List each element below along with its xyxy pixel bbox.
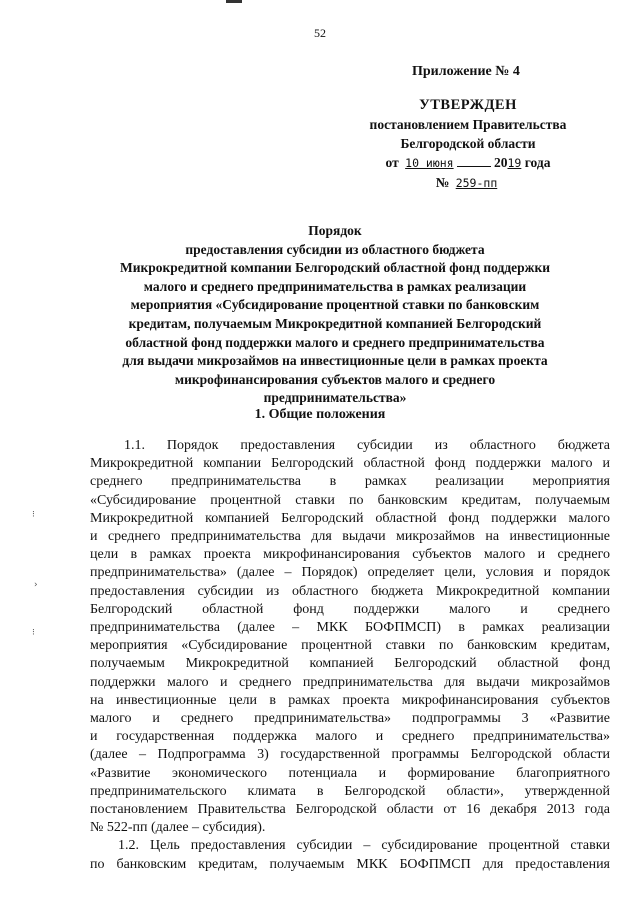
heading-line: микрофинансирования субъектов малого и среднего [174, 371, 496, 387]
body-line: и государственная поддержка малого и среднего предпринимательства» [90, 729, 610, 745]
body-line: (далее – Подпрограмма 3) государственной программы Белгородской области [90, 747, 610, 763]
page-number: 52 [314, 26, 326, 40]
body-line: 1.1. Порядок предоставления субсидии из областного бюджета [124, 438, 610, 453]
paragraph-1-1 [90, 437, 610, 837]
body-line: предпринимательства» (далее – Порядок) определяет цели, условия и порядок [90, 565, 610, 581]
heading-line: для выдачи микрозаймов на инвестиционные цели в рамках проекта [122, 353, 548, 369]
body-line: поддержки малого и среднего предпринимательства для выдачи микрозаймов [90, 674, 610, 690]
heading-line: малого и среднего предпринимательства в рамках реализации [143, 278, 527, 294]
date-blank-line [457, 155, 491, 167]
body-line: «Развитие экономического потенциала и формирование благоприятного [90, 765, 610, 781]
document-heading [70, 222, 600, 408]
date-day: 10 июня [405, 156, 454, 170]
number-prefix: № [435, 175, 450, 190]
approved-number-line [330, 173, 606, 193]
body-line: постановлением Правительства Белгородской области от 16 декабря 2013 года [90, 802, 610, 818]
heading-line: кредитам, получаемым Микрокредитной компанией Белгородский [128, 315, 542, 331]
date-prefix: от [385, 155, 399, 170]
body-line: № 522-пп (далее – субсидия). [90, 820, 266, 836]
body-line: и среднего предпринимательства для выдачи микрозаймов на инвестиционные [90, 529, 610, 545]
date-year-prefix: 20 [493, 155, 508, 170]
body-line: предоставления субсидии из областного бюджета Микрокредитной компании [90, 583, 610, 599]
heading-line: Порядок [308, 223, 362, 238]
margin-scan-mark: ⁝ [32, 628, 35, 638]
appendix-label: Приложение № 4 [412, 64, 520, 79]
approval-stamp-block [330, 96, 606, 193]
approved-line-2: Белгородской области [400, 136, 536, 151]
body-line: мероприятия «Субсидирование процентной ставки по банковским кредитам, [90, 638, 610, 654]
body-line: малого и среднего предпринимательства» подпрограммы 3 «Развитие [90, 711, 610, 727]
approved-date-line [330, 153, 606, 173]
body-line: среднего предпринимательства в рамках реализации мероприятия [90, 474, 610, 490]
approved-line-1: постановлением Правительства [369, 117, 567, 132]
body-line: 1.2. Цель предоставления субсидии – субсидирование процентной ставки [118, 838, 610, 854]
heading-line: областной фонд поддержки малого и среднего предпринимательства [125, 334, 545, 350]
heading-line: Микрокредитной компании Белгородский областной фонд поддержки [119, 260, 551, 276]
body-line: «Субсидирование процентной ставки по банковским кредитам, получаемым [90, 492, 610, 508]
heading-line: предпринимательства» [263, 390, 407, 406]
body-line: Белгородский областной фонд поддержки малого и среднего [90, 601, 610, 617]
body-line: цели в рамках проекта микрофинансирования субъектов малого и среднего [90, 547, 610, 563]
number-value: 259-пп [455, 176, 498, 190]
body-line: на инвестиционные цели в рамках проекта микрофинансирования субъектов [90, 692, 610, 708]
approved-title: УТВЕРЖДЕН [419, 97, 517, 113]
section-title: 1. Общие положения [254, 407, 386, 422]
document-body [90, 437, 610, 874]
heading-line: мероприятия «Субсидирование процентной ставки по банковским [130, 297, 540, 313]
margin-scan-mark: › [34, 580, 38, 590]
paragraph-1-2 [90, 837, 610, 873]
date-suffix: года [524, 155, 551, 170]
body-line: Микрокредитной компании Белгородский областной фонд поддержки малого и [90, 456, 610, 472]
scan-artifact [226, 0, 242, 3]
body-line: по банковским кредитам, получаемым МКК БОФПМСП для предоставления [90, 856, 610, 872]
body-line: предпринимательства (далее – МКК БОФПМСП) в рамках реализации [90, 620, 610, 636]
heading-line: предоставления субсидии из областного бюджета [185, 241, 485, 257]
body-line: предпринимательского климата в Белгородской области», утвержденной [90, 783, 610, 799]
date-year-suffix: 19 [507, 156, 522, 170]
body-line: Микрокредитной компанией Белгородский областной фонд поддержки малого [90, 510, 610, 526]
margin-scan-mark: ⁝ [32, 510, 35, 520]
body-line: получаемым Микрокредитной компанией Белгородский областной фонд [90, 656, 610, 672]
